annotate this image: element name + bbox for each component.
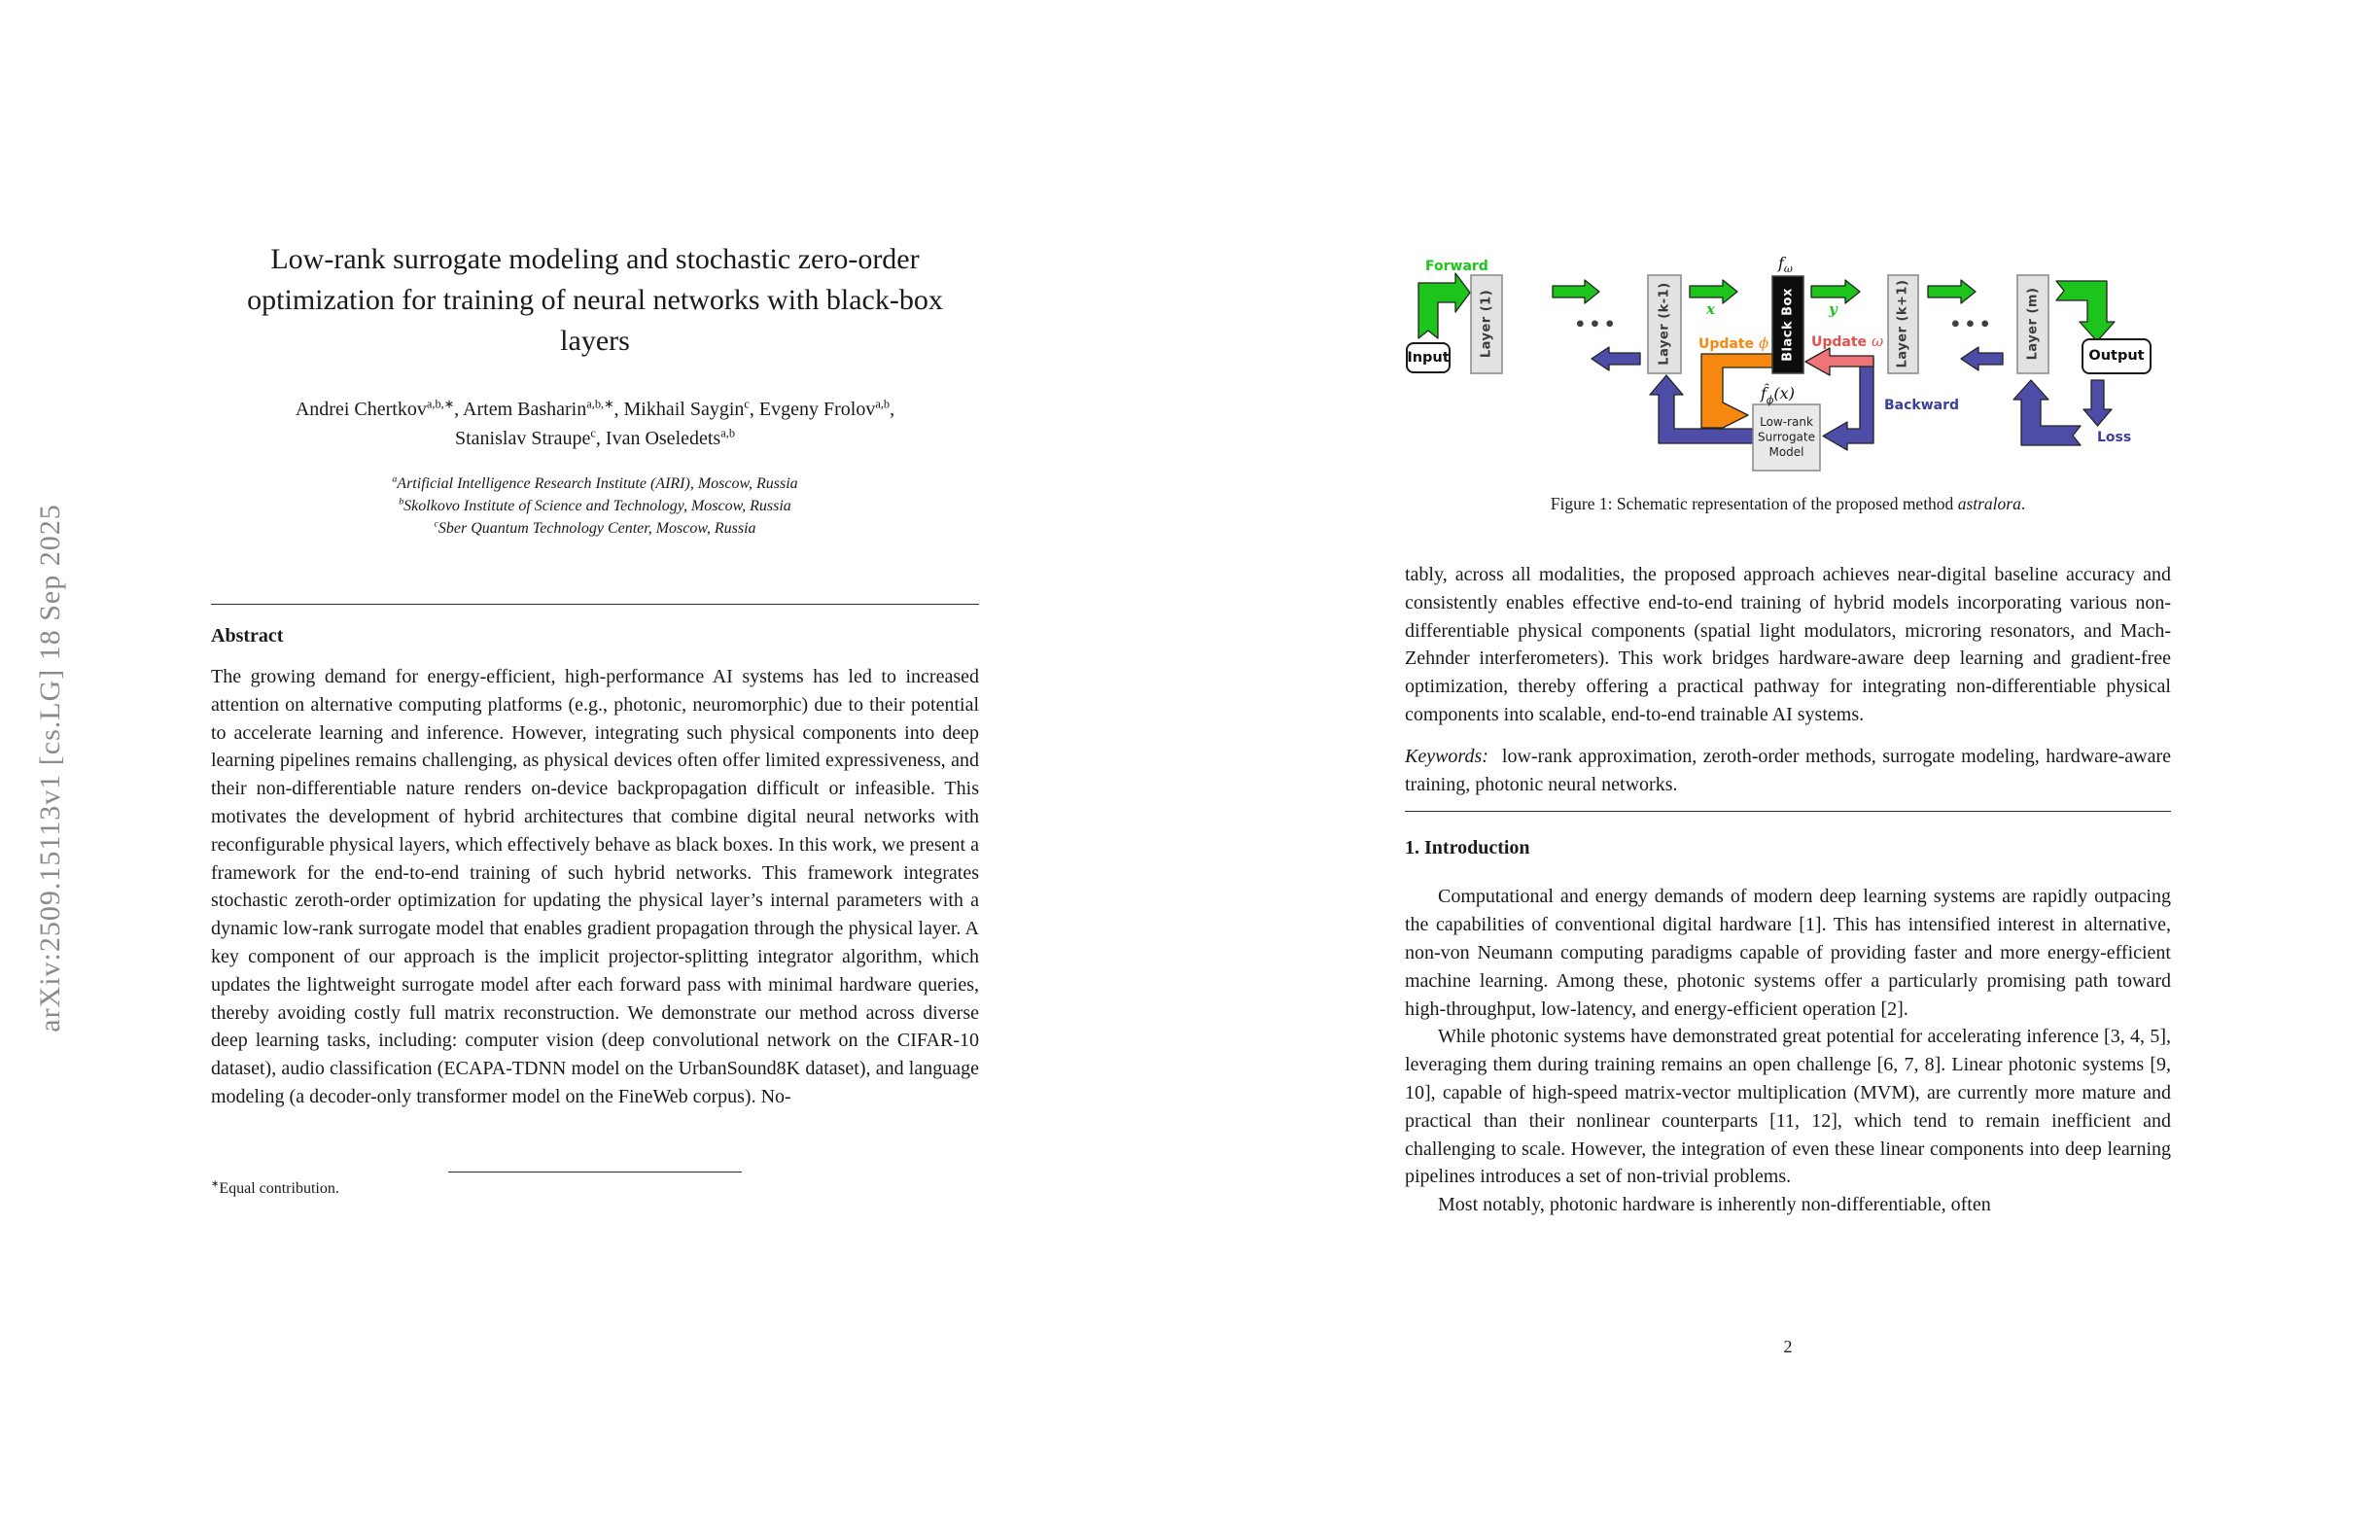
ellipsis-right: •••	[1949, 314, 1994, 335]
paper-title: Low-rank surrogate modeling and stochastic zero-order optimization for training of neural networks with black-box layers	[247, 243, 943, 357]
author: Stanislav Straupe$^c$,	[454, 426, 606, 449]
page-number: 2	[1783, 1337, 1793, 1356]
figure-1-schematic	[1405, 229, 2173, 492]
author-list	[274, 395, 916, 453]
output-label: Output	[2088, 348, 2145, 364]
input-label: Input	[1407, 350, 1450, 366]
forward-arrow2	[1928, 280, 1976, 303]
layer-k-1-label: Layer (k-1)	[1657, 282, 1672, 366]
keywords-label: Keywords:	[1405, 745, 1488, 767]
intro-paragraph: Most notably, photonic hardware is inherently non-differentiable, often	[1438, 1194, 1991, 1216]
author: Artem Basharin$^{a,b,∗}$,	[463, 397, 624, 420]
abstract-heading: Abstract	[211, 625, 284, 647]
output-bent-arrow	[2056, 281, 2115, 341]
introduction-text	[1405, 883, 2171, 1219]
loss-to-layer-m-arrow	[2013, 380, 2081, 445]
figure-caption: Figure 1: Schematic representation of the proposed method astralora.	[1550, 494, 2026, 513]
forward-label: Forward	[1425, 259, 1488, 274]
layer-k+1-label: Layer (k+1)	[1895, 279, 1910, 368]
intro-paragraph: While photonic systems have demonstrated great potential for accelerating inference [3, 4, 5], leveraging them during training remains an open challenge [6, 7, 8]. Linear photonic systems [9, 10], capable of high-speed matrix-vector multiplication (MVM), are currently more mature and practical than their nonlinear counterparts [11, 12], which tend to remain inefficient and challenging to scale. However, the integration of even these linear components into deep learning pipelines introduces a set of non-trivial problems.	[1405, 1026, 2171, 1188]
f-hat-phi-label: $f̂_\phi(x)$	[1761, 384, 1795, 406]
update-phi-label: Update ϕ	[1698, 334, 1769, 352]
svg-text:Model: Model	[1768, 445, 1804, 459]
author: Mikhail Saygin$^c$,	[623, 397, 759, 420]
y-signal-label: y	[1829, 300, 1838, 318]
loss-down-arrow	[2083, 380, 2112, 426]
section-heading-introduction: 1. Introduction	[1405, 837, 1530, 859]
affiliation: $^b$Skolkovo Institute of Science and Technology, Moscow, Russia	[399, 496, 791, 514]
forward-bent-arrow	[1418, 273, 1470, 338]
page-1	[211, 0, 979, 1198]
intro-paragraph: Computational and energy demands of modern deep learning systems are rapidly outpacing the capabilities of conventional digital hardware [1]. This has intensified interest in alternative, non-von Neumann computing paradigms capable of providing faster and more energy-efficient machine learning. Among these, photonic systems offer a particularly promising path toward high-throughput, low-latency, and energy-efficient operation [2].	[1405, 886, 2171, 1020]
keywords: Keywords: low-rank approximation, zeroth-order methods, surrogate modeling, hardware-aware training, photonic neural networks.	[1405, 745, 2171, 795]
affiliation-list	[211, 472, 979, 540]
backward-arrow-left	[1592, 347, 1640, 370]
affiliation: $^c$Sber Quantum Technology Center, Moscow, Russia	[434, 518, 756, 537]
layer-1-label: Layer (1)	[1479, 289, 1494, 359]
svg-text:Surrogate: Surrogate	[1757, 430, 1816, 444]
backward-arrow-right	[1961, 347, 2003, 370]
x-signal-label: x	[1706, 300, 1715, 318]
update-omega-label: Update ω	[1811, 332, 1884, 350]
author: Andrei Chertkov$^{a,b,∗}$,	[295, 397, 464, 420]
abstract-divider	[211, 604, 979, 605]
footnote: ∗Equal contribution.	[211, 1178, 339, 1197]
body-paragraph: tably, across all modalities, the proposed approach achieves near-digital baseline accuracy and consistently enables effective end-to-end training of hybrid models incorporating various non-differentiable physical components (spatial light modulators, microring resonators, and Mach-Zehnder interferometers). This work bridges hardware-aware deep learning and gradient-free optimization, thereby offering a practical pathway for integrating non-differentiable physical components into scalable, end-to-end trainable AI systems.	[1405, 564, 2171, 725]
forward-arrow	[1553, 280, 1599, 303]
author: Ivan Oseledets$^{a,b}$	[605, 426, 736, 449]
backward-spine-to-surrogate	[1823, 358, 1873, 450]
author: Evgeny Frolov$^{a,b}$,	[758, 397, 895, 420]
layer-m-label: Layer (m)	[2025, 287, 2041, 361]
backward-label: Backward	[1884, 398, 1960, 413]
affiliation: $^a$Artificial Intelligence Research Institute (AIRI), Moscow, Russia	[392, 473, 798, 492]
ellipsis-left: •••	[1574, 314, 1619, 335]
black-box-label: Black Box	[1780, 288, 1796, 362]
page-2	[1405, 0, 2171, 1356]
arxiv-stamp: arXiv:2509.15113v1 [cs.LG] 18 Sep 2025	[34, 504, 66, 1032]
section-divider	[1405, 811, 2171, 812]
abstract-text: The growing demand for energy-efficient, high-performance AI systems has led to increased attention on alternative computing platforms (e.g., photonic, neuromorphic) due to their potential to accelerate learning and inference. However, integrating such physical components into deep learning pipelines remains challenging, as physical devices often offer limited expressiveness, and their non-differentiable nature renders on-device backpropagation difficult or infeasible. This motivates the development of hybrid architectures that combine digital neural networks with reconfigurable physical layers, which effectively behave as black boxes. In this work, we present a framework for the end-to-end training of such hybrid networks. This framework integrates stochastic zeroth-order optimization for updating the physical layer’s internal parameters with a dynamic low-rank surrogate model that enables gradient propagation through the physical layer. A key component of our approach is the implicit projector-splitting integrator algorithm, which updates the lightweight surrogate model after each forward pass with minimal hardware queries, thereby avoiding costly full matrix reconstruction. We demonstrate our method across diverse deep learning tasks, including: computer vision (deep convolutional network on the CIFAR-10 dataset), audio classification (ECAPA-TDNN model on the UrbanSound8K dataset), and language modeling (a decoder-only transformer model on the FineWeb corpus). No-	[211, 666, 979, 1107]
loss-label: Loss	[2097, 430, 2132, 445]
f-omega-label: $f_\omega$	[1778, 254, 1793, 275]
surrogate-model-label: Low-rank	[1760, 415, 1813, 429]
